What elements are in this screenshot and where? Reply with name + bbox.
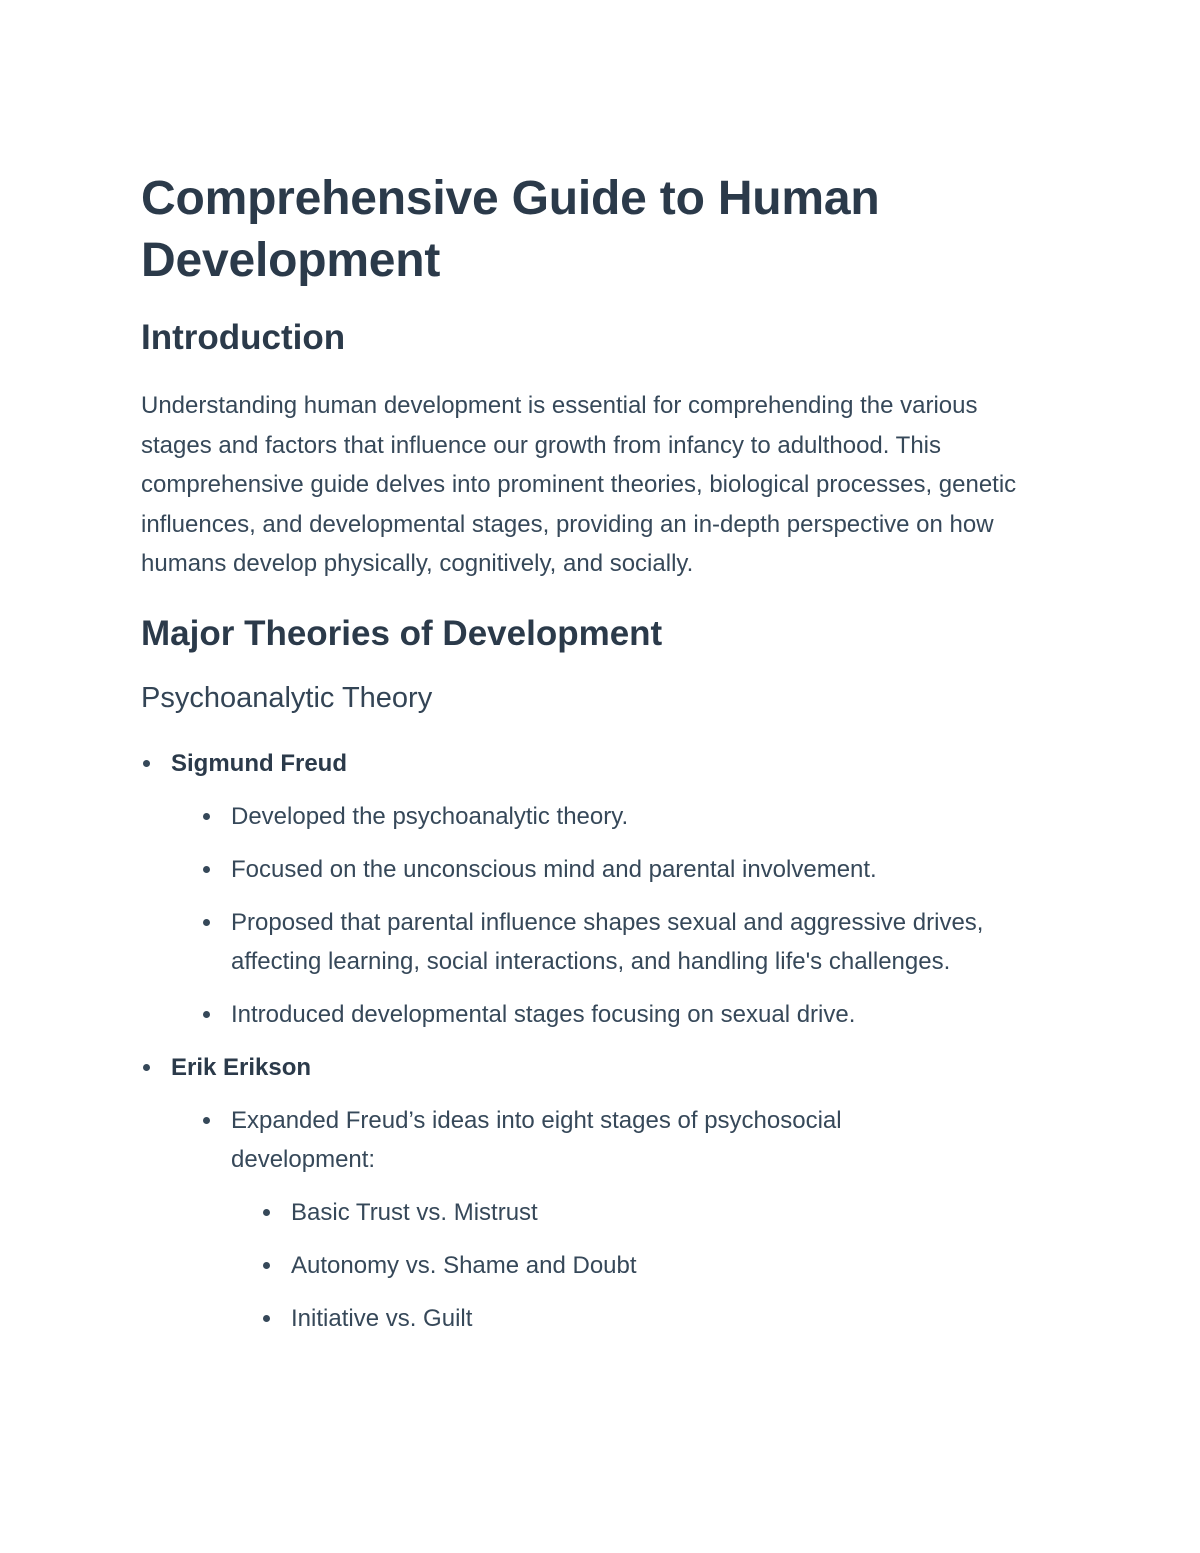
psychoanalytic-theory-heading: Psychoanalytic Theory (141, 681, 433, 714)
list-item (201, 850, 1080, 889)
introduction-heading: Introduction (141, 318, 346, 357)
list-item (201, 1101, 1080, 1338)
stage-item (261, 1193, 1080, 1232)
list-item (201, 995, 1080, 1034)
document-title: Comprehensive Guide to Human Development (141, 172, 880, 287)
freud-points-list (171, 797, 1080, 1034)
list-item-erikson (141, 1048, 1080, 1338)
list-item-freud (141, 744, 1080, 1034)
theorist-name: Erik Erikson (171, 1053, 312, 1081)
bullet-icon (203, 866, 210, 873)
introduction-paragraph: Understanding human development is essential for comprehending the various stages and factors that influence our growth from infancy to adulthood. This comprehensive guide delves into prominent theories, biological processes, genetic influences, and developmental stages, providing an in-depth perspective on how humans develop physically, cognitively, and socially. (141, 392, 1017, 577)
bullet-icon (203, 919, 210, 926)
stage-text: Autonomy vs. Shame and Doubt (291, 1251, 637, 1279)
bullet-icon (263, 1209, 270, 1216)
stage-item (261, 1299, 1080, 1338)
bullet-icon (143, 760, 150, 767)
stage-text: Initiative vs. Guilt (291, 1304, 473, 1332)
bullet-icon (263, 1315, 270, 1322)
list-item-text: Expanded Freud’s ideas into eight stages of psychosocial development: (231, 1106, 842, 1173)
list-item-text: Proposed that parental influence shapes sexual and aggressive drives, affecting learning, social interactions, and handling life's challenges. (231, 908, 984, 975)
list-item-text: Developed the psychoanalytic theory. (231, 802, 629, 830)
stage-item (261, 1246, 1080, 1285)
bullet-icon (203, 1117, 210, 1124)
list-item-text: Introduced developmental stages focusing on sexual drive. (231, 1000, 856, 1028)
list-item-text: Focused on the unconscious mind and parental involvement. (231, 855, 877, 883)
bullet-icon (143, 1064, 150, 1071)
theorist-list (141, 744, 1080, 1338)
theorist-name: Sigmund Freud (171, 749, 347, 777)
bullet-icon (203, 813, 210, 820)
erikson-stages-list (231, 1193, 1080, 1338)
erikson-points-list (171, 1101, 1080, 1338)
list-item (201, 903, 1080, 981)
bullet-icon (203, 1011, 210, 1018)
major-theories-heading: Major Theories of Development (141, 613, 663, 653)
stage-text: Basic Trust vs. Mistrust (291, 1198, 538, 1226)
list-item (201, 797, 1080, 836)
bullet-icon (263, 1262, 270, 1269)
